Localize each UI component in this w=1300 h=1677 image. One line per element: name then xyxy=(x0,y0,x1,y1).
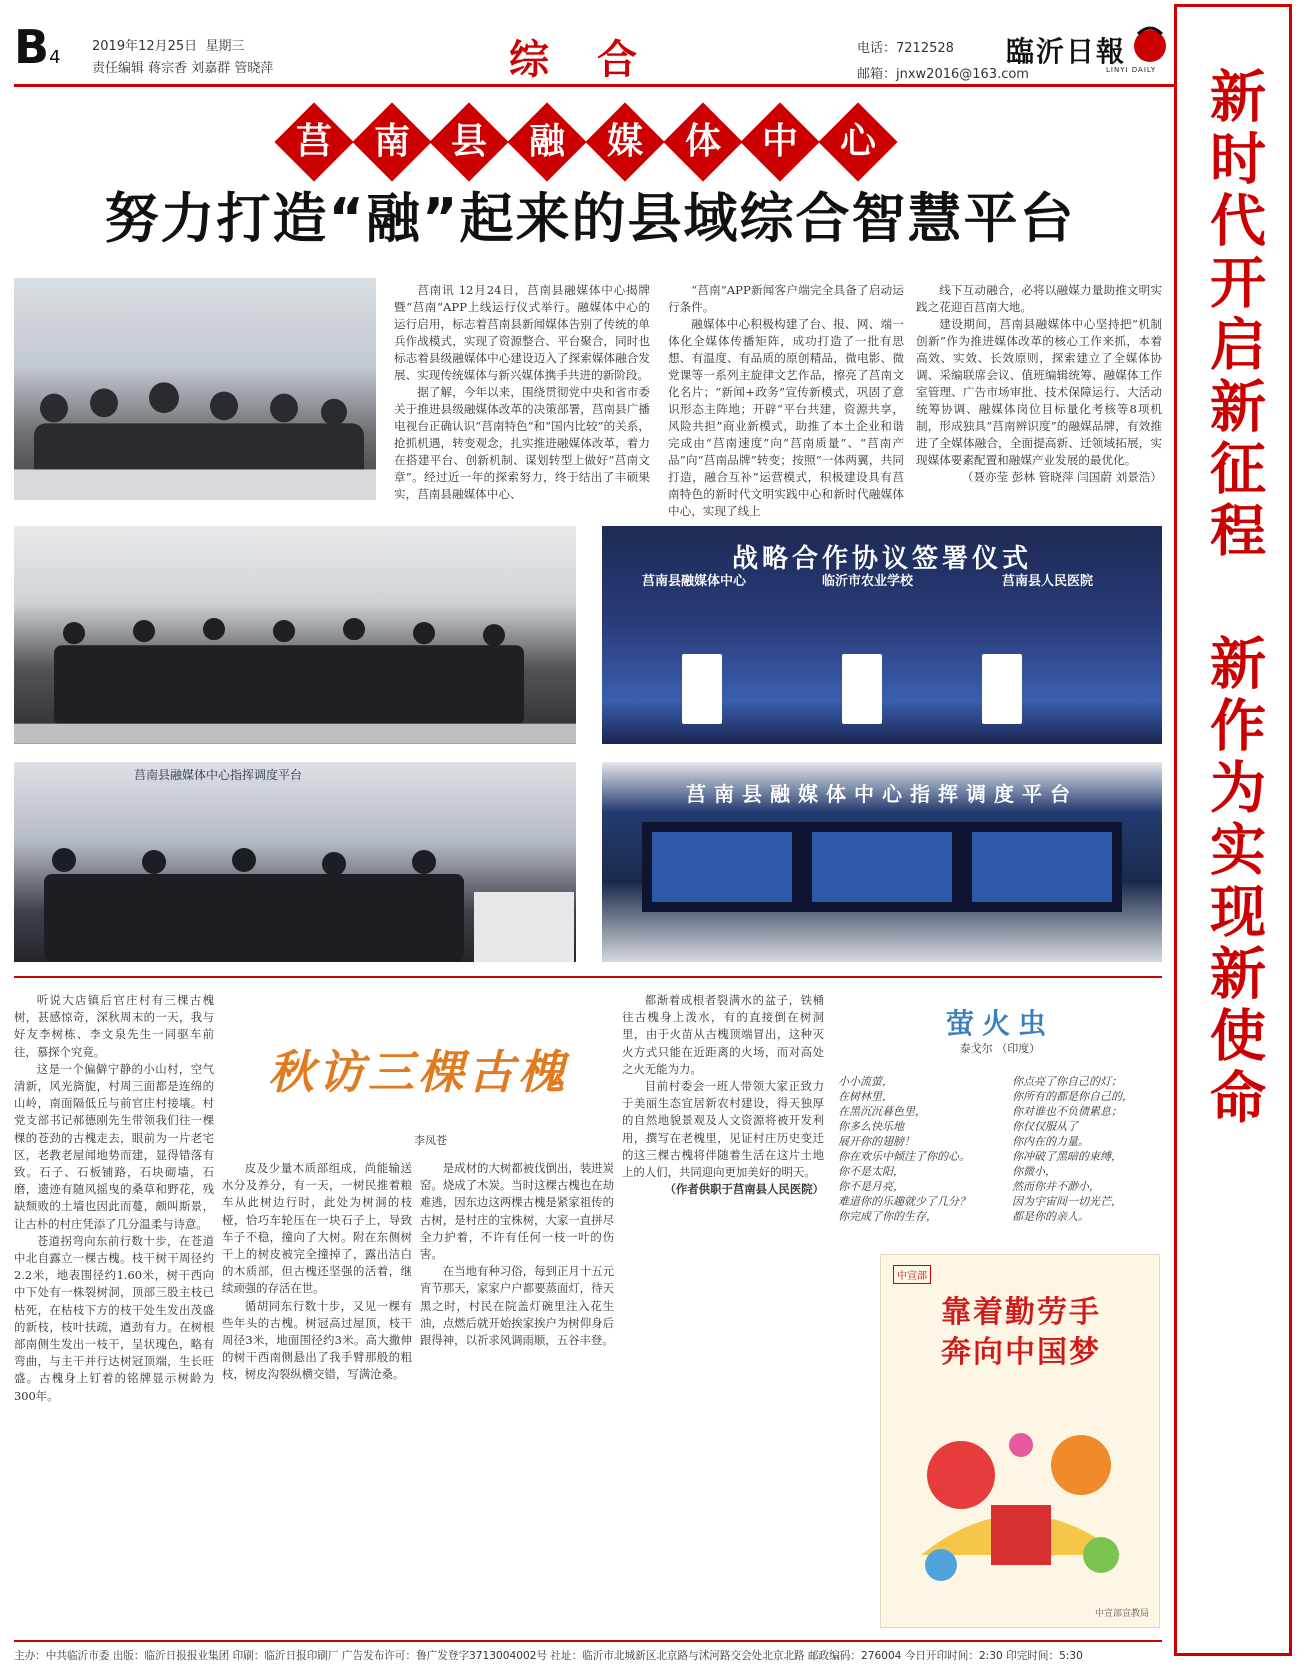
editors: 责任编辑 蒋宗香 刘嘉群 管晓萍 xyxy=(92,61,274,76)
signing-party: 莒南县融媒体中心 xyxy=(642,574,747,589)
feature-column-3: 是成材的大树都被伐倒出，装进炭窑。烧成了木炭。当时这棵古槐也在劫难逃，因东边这两棵古槐是紧家祖传的古树，是村庄的宝株树，大家一直拼尽全力护着，不许有任何一枝一叶的伤害。 在当地有种习俗，每到正月十五元宵节那天，家家户户都要蒸面灯，待天黑之时，村民在院盖灯碗里注入花生油，点燃后就开始挨家挨户为树仰身后跟得神，以祈求风调雨顺，五谷丰登。 xyxy=(420,1161,614,1348)
page-number: B4 xyxy=(14,20,61,74)
header-meta xyxy=(92,36,273,80)
feature-author: 李凤苍 xyxy=(414,1134,447,1147)
group-silhouette-icon xyxy=(14,613,576,744)
feature-title: 秋访三棵古槐 xyxy=(268,1045,568,1099)
issue-weekday: 星期三 xyxy=(205,39,245,54)
vertical-slogan: 新时代开启新征程 新作为实现新使命 xyxy=(1201,67,1266,1130)
page-footer: 主办：中共临沂市委 出版：临沂日报报业集团 印刷：临沂日报印刷厂 广告发布许可：鲁广发登字3713004002号 社址：临沂市北城新区北京路与沭河路交会处北京北路 邮政编码：276004 今日开印时间：2:30 印完时间：5:30 xyxy=(14,1650,1083,1662)
feature-column-2: 皮及少量木质部组成，尚能输送水分及养分，有一天，一树民推着粮车从此树边行时，此处为树洞的枝桠，恰巧车轮压在一块石子上，导致车子不稳，撞向了大树。附在东侧树干上的树皮被完全撞掉了，露出洁白的木质部，但古槐还坚强的活着，继续顽强的存活在世。 循胡同东行数十步，又见一棵有些年头的古槐。树冠高过屋顶，枝干周径3米，地面围径约3米。高大撒伸的树干西南侧悬出了我手臂那般的粗枝，树皮沟裂纵横交错，写满沧桑。 xyxy=(222,1161,412,1382)
poster-title: 靠着勤劳手 奔向中国梦 xyxy=(941,1295,1101,1370)
screen-wall-icon xyxy=(642,822,1122,912)
kicker-char: 体 xyxy=(663,102,742,181)
kicker-char: 南 xyxy=(352,102,431,181)
visitors-silhouette-icon xyxy=(14,842,576,962)
photo-dispatch-tour xyxy=(14,762,576,962)
kicker-char: 心 xyxy=(818,102,897,181)
headline-kicker xyxy=(286,114,886,174)
newspaper-logo: 臨沂日報 LINYI DAILY xyxy=(1006,22,1174,76)
section-divider xyxy=(14,976,1162,978)
podium xyxy=(982,654,1022,724)
header-rule xyxy=(14,84,1174,87)
kicker-char: 县 xyxy=(430,102,509,181)
poster-illustration-icon xyxy=(901,1405,1141,1595)
lead-column-1: 莒南讯 12月24日，莒南县融媒体中心揭牌暨“莒南”APP上线运行仪式举行。融媒体中心的运行启用，标志着莒南县新闻媒体告别了传统的单兵作战模式，实现了资源整合、平台聚合，同时也标志着县级融媒体中心建设迈入了探索媒体融合发展、实现传统媒体与新兴媒体携手共进的新阶段。 据了解，今年以来，围绕贯彻党中央和省市委关于推进县级融媒体改革的决策部署，莒南县广播电视台正确认识“莒南特色”和“国内比较”的关系，抢抓机遇，转变观念，扎实推进融媒体改革，着力在搭建平台、创新机制、谋划转型上做好“莒南文章”。经过近一年的探索努力，终于结出了丰硕果实，莒南县融媒体中心、 xyxy=(394,283,650,501)
poem-right-stanza: 你点亮了你自己的灯； 你所有的都是你自己的， 你对谁也不负债累息； 你仅仅服从了 你内在的力量。 你冲破了黑暗的束缚， 你微小， 然而你并不渺小， 因为宇宙间一切光芒， 都是你的亲人。 xyxy=(1012,1075,1133,1223)
poem-left-stanza: 小小流萤， 在树林里， 在黑沉沉暮色里， 你多么快乐地 展开你的翅膀！ 你在欢乐中倾注了你的心。 你不是太阳， 你不是月亮， 难道你的乐趣就少了几分？ 你完成了你的生存， xyxy=(838,1075,970,1223)
page-header xyxy=(14,14,1174,82)
feature-column-1: 听说大店镇后官庄村有三棵古槐树，甚感惊奇，深秋周末的一天，我与好友李树栋、李文泉先生一同驱车前往，慕探个究竟。 这是一个偏僻宁静的小山村，空气清新，风光旖旎，村周三面都是连绵的山岭，南面隔低丘与前官庄村接壤。村党支部书记郝德刚先生带领我们往一棵棵的苍劲的古槐走去，眼前为一片老宅区，老教老屋闻地势而建，显得错落有致。石子、石板铺路，石块砌墙，石磨，遗迹有随风摇曳的桑草和野花，残缺颓败的土墙也因此而蔓，颇叫斯景，让古朴的村庄凭添了几分温柔与诗意。 苍道拐弯向东前行数十步，在苍道中北自露立一棵古槐。枝干树干周径约2.2米，地表围径约1.60米，树干西向中下处有一株裂树洞，顶部三股主枝已枯死，在枯枝下方的枝干处生发出茂盛的新枝，枝叶扶疏，遒劲有力。在树根部南侧生发出一枝干，呈状瑰色，略有弯曲，与主干并行达树冠顶端，生长旺盛。古槐身上钉着的铭牌显示树龄为300年。 xyxy=(14,993,214,1403)
lead-column-3: 线下互动融合，必将以融媒力量助推文明实践之花迎百莒南大地。 建设期间，莒南县融媒体中心坚持把“机制创新”作为推进媒体改革的核心工作来抓，本着高效、实效、长效原则，探索建立了全媒体协调、采编联席会议、值班编辑统筹、融媒体工作室管理、广告市场审批、技术保障运行、大活动统筹协调、融媒体岗位目标量化考核等8项机制，形成独具“莒南辨识度”的融媒品牌，有效推进了全媒体融合，全面提高新、迁领域拓展，实现媒体要素配置和融媒产业发展的最优化。 （聂亦莹 彭林 管晓萍 闫国蔚 刘景浩） xyxy=(916,283,1162,484)
feature-column-4: 都渐着成根者裂满水的盆子，铁桶往古槐身上泼水，有的直接倒在树洞里，由于火苗从古槐顶端冒出，这种灭火方式只能在近距离的火场，而对高处之火无能为力。 目前村委会一班人带领大家正致力于美丽生态宜居新农村建设，得天独厚的自然地貌景观及人文资源将被开发利用，撰写在老槐里，见证村庄历史变迁的这三棵古槐将伴随着生活在这片土地上的人们，共同迎向更加美好的明天。 （作者供职于莒南县人民医院） xyxy=(622,992,824,1612)
signing-party: 临沂市农业学校 xyxy=(822,574,914,589)
lead-byline: （聂亦莹 彭林 管晓萍 闫国蔚 刘景浩） xyxy=(961,470,1162,484)
poem-author: 泰戈尔 （印度） xyxy=(959,1042,1041,1055)
section-title: 综合 xyxy=(509,37,685,83)
email: 邮箱：jnxw2016@163.com xyxy=(857,67,1029,82)
photo-signing-ceremony xyxy=(602,526,1162,744)
kicker-char: 媒 xyxy=(585,102,664,181)
signing-title: 战略合作协议签署仪式 xyxy=(731,544,1032,574)
logo-emblem-icon xyxy=(1128,22,1172,66)
podium xyxy=(682,654,722,724)
audience-silhouette-icon xyxy=(14,367,376,500)
propaganda-poster xyxy=(880,1254,1160,1628)
poem-box xyxy=(838,1000,1162,1240)
kicker-char: 中 xyxy=(741,102,820,181)
photo-dispatch-wall xyxy=(602,762,1162,962)
poster-credit: 中宣部宣教局 xyxy=(1094,1609,1149,1619)
photo-visit-group xyxy=(14,526,576,744)
poem-title: 萤火虫 xyxy=(945,1007,1054,1040)
phone: 电话：7212528 xyxy=(857,41,954,56)
kicker-char: 莒 xyxy=(274,102,353,181)
podium xyxy=(842,654,882,724)
header-contact xyxy=(857,36,1029,88)
feature-byline: （作者供职于莒南县人民医院） xyxy=(664,1182,824,1197)
footer-rule xyxy=(14,1640,1162,1642)
poster-mark: 中宣部 xyxy=(893,1265,931,1284)
lead-column-2: “莒南”APP新闻客户端完全具备了启动运行条件。 融媒体中心积极构建了台、报、网、端一体化全媒体传播矩阵，成功打造了一批有思想、有温度、有品质的原创精品，微电影、微党课等一系列主旋律文艺作品，擦亮了莒南文化名片；“新闻+政务”宣传新模式，巩固了意识形态主阵地；开辟“平台共建，资源共享，风险共担”商业新模式，助推了本土企业和谐完成由“莒南速度”向“莒南质量”、“莒南产品”向“莒南品牌”转变；按照“一体两翼，共同打造，融合互补”运营模式，积极建设具有莒南特色的新时代文明实践中心和新时代融媒体中心，实现了线上 xyxy=(668,283,904,518)
slogan-box xyxy=(1174,4,1292,1656)
kicker-char: 融 xyxy=(508,102,587,181)
issue-date: 2019年12月25日 xyxy=(92,39,198,54)
signing-party: 莒南县人民医院 xyxy=(1002,574,1094,589)
photo-audience xyxy=(14,278,376,500)
main-headline: 努力打造“融”起来的县域综合智慧平台 xyxy=(104,187,1076,250)
dispatch-title: 莒南县融媒体中心指挥调度平台 xyxy=(686,782,1078,806)
dispatch-banner: 莒南县融媒体中心指挥调度平台 xyxy=(134,768,303,782)
